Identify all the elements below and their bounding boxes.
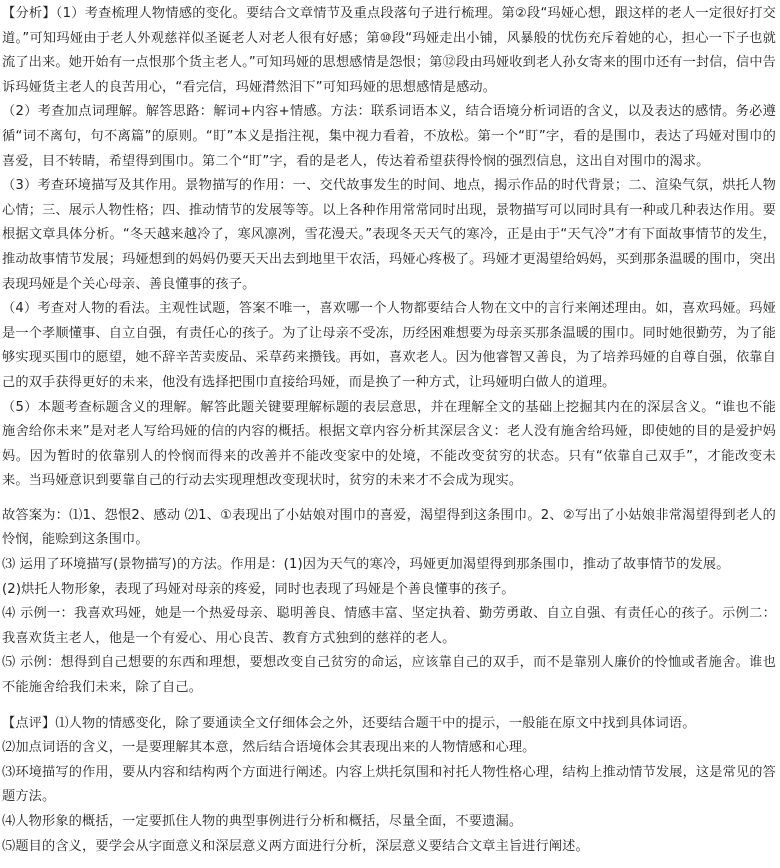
review-section (2, 712, 776, 860)
answer-section (2, 504, 776, 701)
review-paragraph-2: ⑵加点词语的含义，一是要理解其本意，然后结合语境体会其表现出来的人物情感和心理。 (2, 740, 536, 756)
review-paragraph-1: 【点评】⑴人物的情感变化，除了要通读全文仔细体会之外，还要结合题干中的提示，一般能在原文中找到具体词语。 (2, 715, 696, 731)
answer-paragraph-2: ⑶ 运用了环境描写(景物描写)的方法。作用是：(1)因为天气的寒冷，玛娅更加渴望得到那条围巾，推动了故事情节的发展。 (2, 557, 730, 573)
analysis-section (2, 2, 776, 494)
review-paragraph-5: ⑸题目的含义，要学会从字面意义和深层意义两方面进行分析，深层意义要结合文章主旨进行阐述。 (2, 838, 589, 854)
analysis-paragraph-5: （5）本题考查标题含义的理解。解答此题关键要理解标题的表层意思，并在理解全文的基础上挖掘其内在的深层含义。“谁也不能施舍给你未来”是对老人写给玛娅的信的内容的概括。根据文章内容分析其深层含义：老人没有施舍给玛娅，即使她的目的是爱护妈妈。因为暂时的依靠别人的怜悯而得来的改善并不能改变家中的处境，不能改变贫穷的状态。只有“依靠自己双手”，才能改变未来。当玛娅意识到要靠自己的行动去实现理想改变现状时，贫穷的未来才不会成为现实。 (2, 399, 776, 489)
answer-paragraph-3: (2)烘托人物形象，表现了玛娅对母亲的疼爱，同时也表现了玛娅是个善良懂事的孩子。 (2, 581, 515, 597)
review-paragraph-3: ⑶环境描写的作用，要从内容和结构两个方面进行阐述。内容上烘托氛围和衬托人物性格心理，结构上推动情节发展，这是常见的答题方法。 (2, 764, 776, 805)
answer-paragraph-4: ⑷ 示例一：我喜欢玛娅，她是一个热爱母亲、聪明善良、情感丰富、坚定执着、勤劳勇敢、自立自强、有责任心的孩子。示例二：我喜欢货主老人，他是一个有爱心、用心良苦、教育方式独到的慈祥的老人。 (2, 606, 776, 646)
analysis-paragraph-2: （2）考查加点词理解。解答思路：解词+内容+情感。方法：联系词语本义，结合语境分析词语的含义，以及表达的感情。务必遵循“词不离句，句不离篇”的原则。“盯”本义是指注视，集中视力看着，不放松。第一个“盯”字，看的是围巾，表达了玛娅对围巾的喜爱，目不转睛，希望得到围巾。第二个“盯”字，看的是老人，传达着希望获得怜悯的强烈信息，这出自对围巾的渴求。 (2, 104, 776, 169)
answer-paragraph-1: 故答案为：⑴1、怨恨2、感动 ⑵1、①表现出了小姑娘对围巾的喜爱，渴望得到这条围巾。2、②写出了小姑娘非常渴望得到老人的怜悯，能赊到这条围巾。 (2, 507, 776, 548)
answer-paragraph-5: ⑸ 示例：想得到自己想要的东西和理想，要想改变自己贫穷的命运，应该靠自己的双手，而不是靠别人廉价的怜恤或者施舍。谁也不能施舍给我们未来，除了自己。 (2, 655, 776, 696)
analysis-intro-paragraph: 【分析】（1）考查梳理人物情感的变化。要结合文章情节及重点段落句子进行梳理。第②段“玛娅心想，跟这样的老人一定很好打交道。”可知玛娅由于老人外观慈祥似圣诞老人对老人很有好感；第⑩段“玛娅走出小铺，风暴般的忧伤充斥着她的心，担心一下子也就流了出来。她开始有一点恨那个货主老人。”可知玛娅的思想感情是怨恨；第⑫段由玛娅收到老人孙女寄来的围巾还有一封信，信中告诉玛娅货主老人的良苦用心，“看完信，玛娅潸然泪下”可知玛娅的思想感情是感动。 (2, 6, 776, 95)
review-paragraph-4: ⑷人物形象的概括，一定要抓住人物的典型事例进行分析和概括，尽量全面，不要遗漏。 (2, 814, 523, 829)
analysis-paragraph-4: （4）考查对人物的看法。主观性试题，答案不唯一，喜欢哪一个人物都要结合人物在文中的言行来阐述理由。如，喜欢玛娅。玛娅是一个孝顺懂事、自立自强，有责任心的孩子。为了让母亲不受冻，历经困难想要为母亲买那条温暖的围巾。同时她很勤劳，为了能够实现买围巾的愿望，她不辞辛苦卖废品、采草药来攒钱。再如，喜欢老人。因为他睿智又善良，为了培养玛娅的自尊自强，依靠自己的双手获得更好的未来，他没有选择把围巾直接给玛娅，而是换了一种方式，让玛娅明白做人的道理。 (2, 301, 776, 390)
analysis-paragraph-3: （3）考查环境描写及其作用。景物描写的作用：一、交代故事发生的时间、地点，揭示作品的时代背景；二、渲染气氛，烘托人物心情；三、展示人物性格；四、推动情节的发展等等。以上各种作用常常同时出现，景物描写可以同时具有一种或几种表达作用。要根据文章具体分析。“冬天越来越冷了，寒风凛冽，雪花漫天。”表现冬天天气的寒冷，正是由于“天气冷”才有下面故事情节的发生，推动故事情节发展；玛娅想到的妈妈仍要天天出去到地里干农活，玛娅心疼极了。玛娅才更渴望给妈妈，买到那条温暖的围巾，突出表现玛娅是个关心母亲、善良懂事的孩子。 (2, 178, 776, 292)
